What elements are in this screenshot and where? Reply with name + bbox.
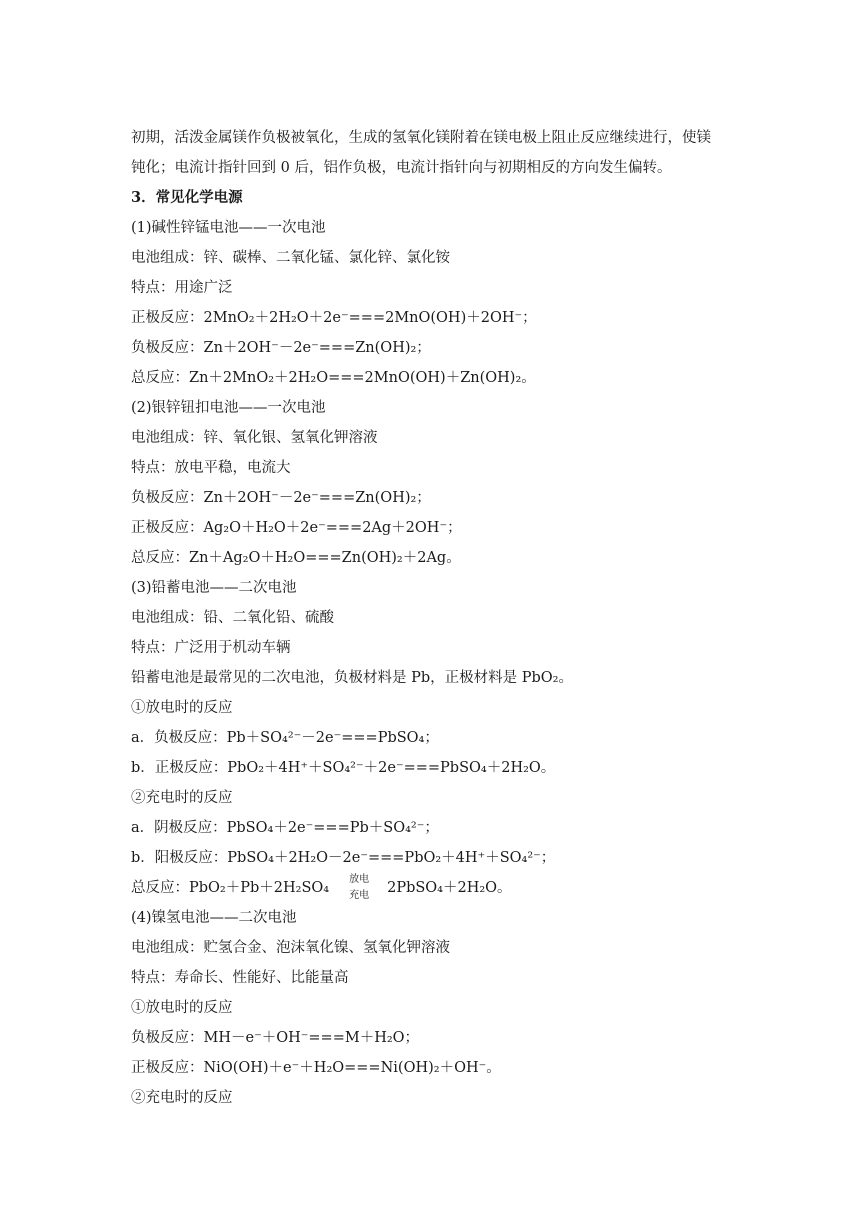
subsection-heading: (4)镍氢电池——二次电池: [131, 910, 297, 926]
paragraph-line: 特点：放电平稳，电流大: [131, 460, 291, 476]
paragraph-line: 特点：广泛用于机动车辆: [131, 640, 291, 656]
equation-line: 负极反应：Zn＋2OH⁻－2e⁻===Zn(OH)₂；: [131, 340, 431, 356]
equation-line: a．负极反应：Pb＋SO₄²⁻－2e⁻===PbSO₄；: [131, 730, 439, 746]
equation-line: 正极反应：NiO(OH)＋e⁻＋H₂O===Ni(OH)₂＋OH⁻。: [131, 1060, 501, 1076]
subsection-heading: (1)碱性锌锰电池——一次电池: [131, 220, 326, 236]
equation-line: b．正极反应：PbO₂＋4H⁺＋SO₄²⁻＋2e⁻===PbSO₄＋2H₂O。: [131, 760, 556, 776]
equation-line: 总反应：Zn＋2MnO₂＋2H₂O===2MnO(OH)＋Zn(OH)₂。: [131, 370, 536, 386]
paragraph-line: ②充电时的反应: [131, 790, 233, 806]
paragraph-line: 特点：用途广泛: [131, 280, 233, 296]
paragraph-line: ①放电时的反应: [131, 700, 233, 716]
paragraph-line: 电池组成：锌、氧化银、氢氧化钾溶液: [131, 430, 378, 446]
paragraph-line: 特点：寿命长、性能好、比能量高: [131, 970, 349, 986]
total-reaction-left: 总反应：PbO₂＋Pb＋2H₂SO₄: [131, 880, 330, 896]
equation-line: 正极反应：Ag₂O＋H₂O＋2e⁻===2Ag＋2OH⁻；: [131, 520, 462, 536]
equation-line: 正极反应：2MnO₂＋2H₂O＋2e⁻===2MnO(OH)＋2OH⁻；: [131, 310, 537, 326]
paragraph-line: ①放电时的反应: [131, 1000, 233, 1016]
total-reaction-line: [131, 872, 731, 904]
paragraph-line: ②充电时的反应: [131, 1090, 233, 1106]
equation-line: 负极反应：Zn＋2OH⁻－2e⁻===Zn(OH)₂；: [131, 490, 431, 506]
paragraph-line: 电池组成：锌、碳棒、二氧化锰、氯化锌、氯化铵: [131, 250, 450, 266]
equation-line: 负极反应：MH－e⁻＋OH⁻===M＋H₂O；: [131, 1030, 420, 1046]
equation-line: a．阴极反应：PbSO₄＋2e⁻===Pb＋SO₄²⁻；: [131, 820, 439, 836]
paragraph-line: 初期，活泼金属镁作负极被氧化，生成的氢氧化镁附着在镁电极上阻止反应继续进行，使镁: [131, 130, 711, 146]
paragraph-line: 电池组成：贮氢合金、泡沫氧化镍、氢氧化钾溶液: [131, 940, 450, 956]
equation-line: 总反应：Zn＋Ag₂O＋H₂O===Zn(OH)₂＋2Ag。: [131, 550, 461, 566]
reversible-arrow-labels: [349, 872, 369, 904]
section-heading: 3．常见化学电源: [131, 189, 243, 206]
paragraph-line: 钝化；电流计指针回到 0 后，铝作负极，电流计指针向与初期相反的方向发生偏转。: [131, 160, 672, 176]
discharge-label: 放电: [349, 874, 370, 885]
paragraph-line: 电池组成：铅、二氧化铅、硫酸: [131, 610, 334, 626]
total-reaction-right: 2PbSO₄＋2H₂O。: [387, 880, 512, 896]
subsection-heading: (2)银锌钮扣电池——一次电池: [131, 400, 326, 416]
equation-line: b．阳极反应：PbSO₄＋2H₂O－2e⁻===PbO₂＋4H⁺＋SO₄²⁻；: [131, 850, 556, 866]
charge-label: 充电: [349, 890, 370, 901]
paragraph-line: 铅蓄电池是最常见的二次电池，负极材料是 Pb，正极材料是 PbO₂。: [131, 670, 573, 686]
subsection-heading: (3)铅蓄电池——二次电池: [131, 580, 297, 596]
